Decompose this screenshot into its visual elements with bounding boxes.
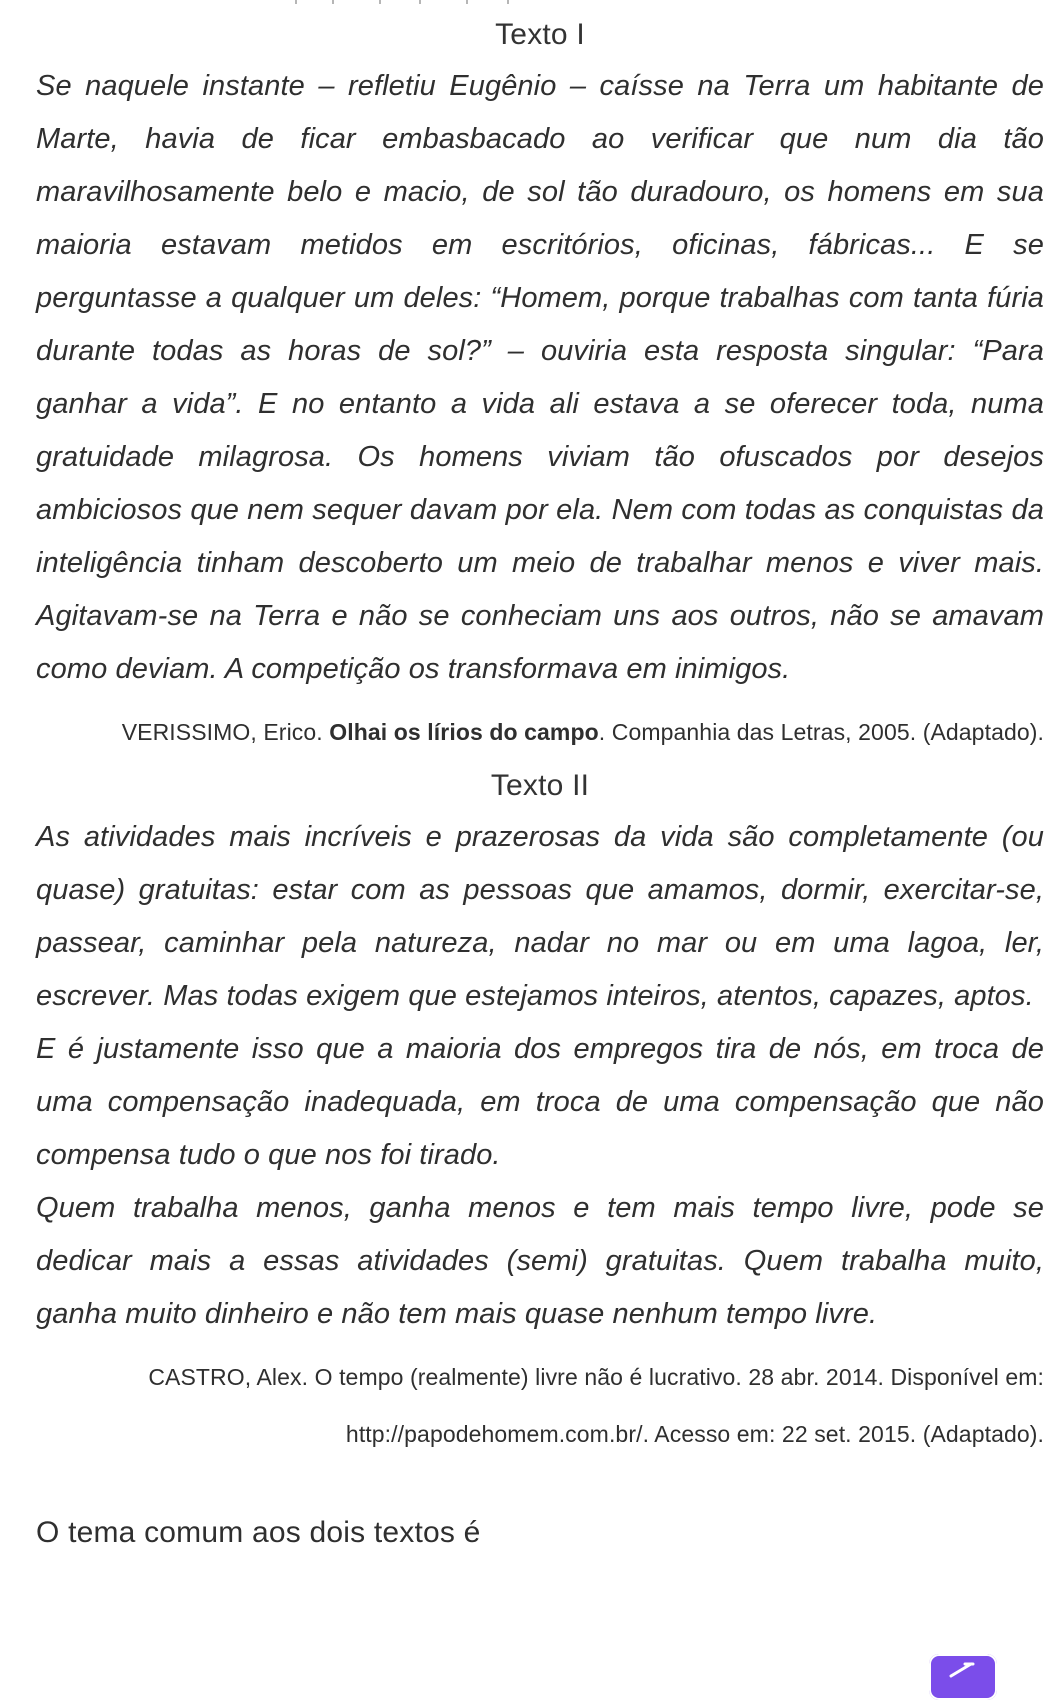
- cropped-previous-content: [275, 0, 515, 6]
- question-prompt: O tema comum aos dois textos é: [36, 1516, 481, 1549]
- text-1-source-author: VERISSIMO, Erico.: [121, 719, 330, 745]
- floating-action-button[interactable]: [929, 1654, 997, 1700]
- question-content: [36, 12, 1044, 1550]
- edit-icon: [947, 1660, 979, 1680]
- text-2-source-line-1: CASTRO, Alex. O tempo (realmente) livre não é lucrativo. 28 abr. 2014. Disponível em:: [148, 1364, 1044, 1390]
- text-2-paragraph-1: As atividades mais incríveis e prazerosas da vida são completamente (ou quase) gratuitas: estar com as pessoas que amamos, dormir, exercitar-se, passear, caminhar pela natureza, nadar no mar ou em uma lagoa, ler, escrever. Mas todas exigem que estejamos inteiros, atentos, capazes, aptos.: [36, 821, 1044, 1012]
- text-2-paragraph-2: E é justamente isso que a maioria dos empregos tira de nós, em troca de uma compensação inadequada, em troca de uma compensação que não compensa tudo o que nos foi tirado.: [36, 1033, 1044, 1171]
- text-1-source: [36, 704, 1044, 761]
- text-2-source-line-2: http://papodehomem.com.br/. Acesso em: 22 set. 2015. (Adaptado).: [345, 1421, 1044, 1447]
- text-1-paragraph: Se naquele instante – refletiu Eugênio – caísse na Terra um habitante de Marte, havia de ficar embasbacado ao verificar que num dia tão maravilhosamente belo e macio, de sol tão duradouro, os homens em sua maioria estavam metidos em escritórios, oficinas, fábricas... E se perguntasse a qualquer um deles: “Homem, porque trabalhas com tanta fúria durante todas as horas de sol?” – ouviria esta resposta singular: “Para ganhar a vida”. E no entanto a vida ali estava a se oferecer toda, numa gratuidade milagrosa. Os homens viviam tão ofuscados por desejos ambiciosos que nem sequer davam por ela. Nem com todas as conquistas da inteligência tinham descoberto um meio de trabalhar menos e viver mais. Agitavam-se na Terra e não se conheciam uns aos outros, não se amavam como deviam. A competição os transformava em inimigos.: [36, 70, 1044, 685]
- text-2-heading: Texto II: [490, 769, 590, 802]
- text-1-heading: Texto I: [495, 18, 585, 51]
- text-1-source-book: Olhai os lírios do campo: [329, 719, 599, 745]
- text-2-paragraph-3: Quem trabalha menos, ganha menos e tem mais tempo livre, pode se dedicar mais a essas atividades (semi) gratuitas. Quem trabalha muito, ganha muito dinheiro e não tem mais quase nenhum tempo livre.: [36, 1192, 1044, 1330]
- text-1-source-publisher: . Companhia das Letras, 2005. (Adaptado).: [598, 719, 1044, 745]
